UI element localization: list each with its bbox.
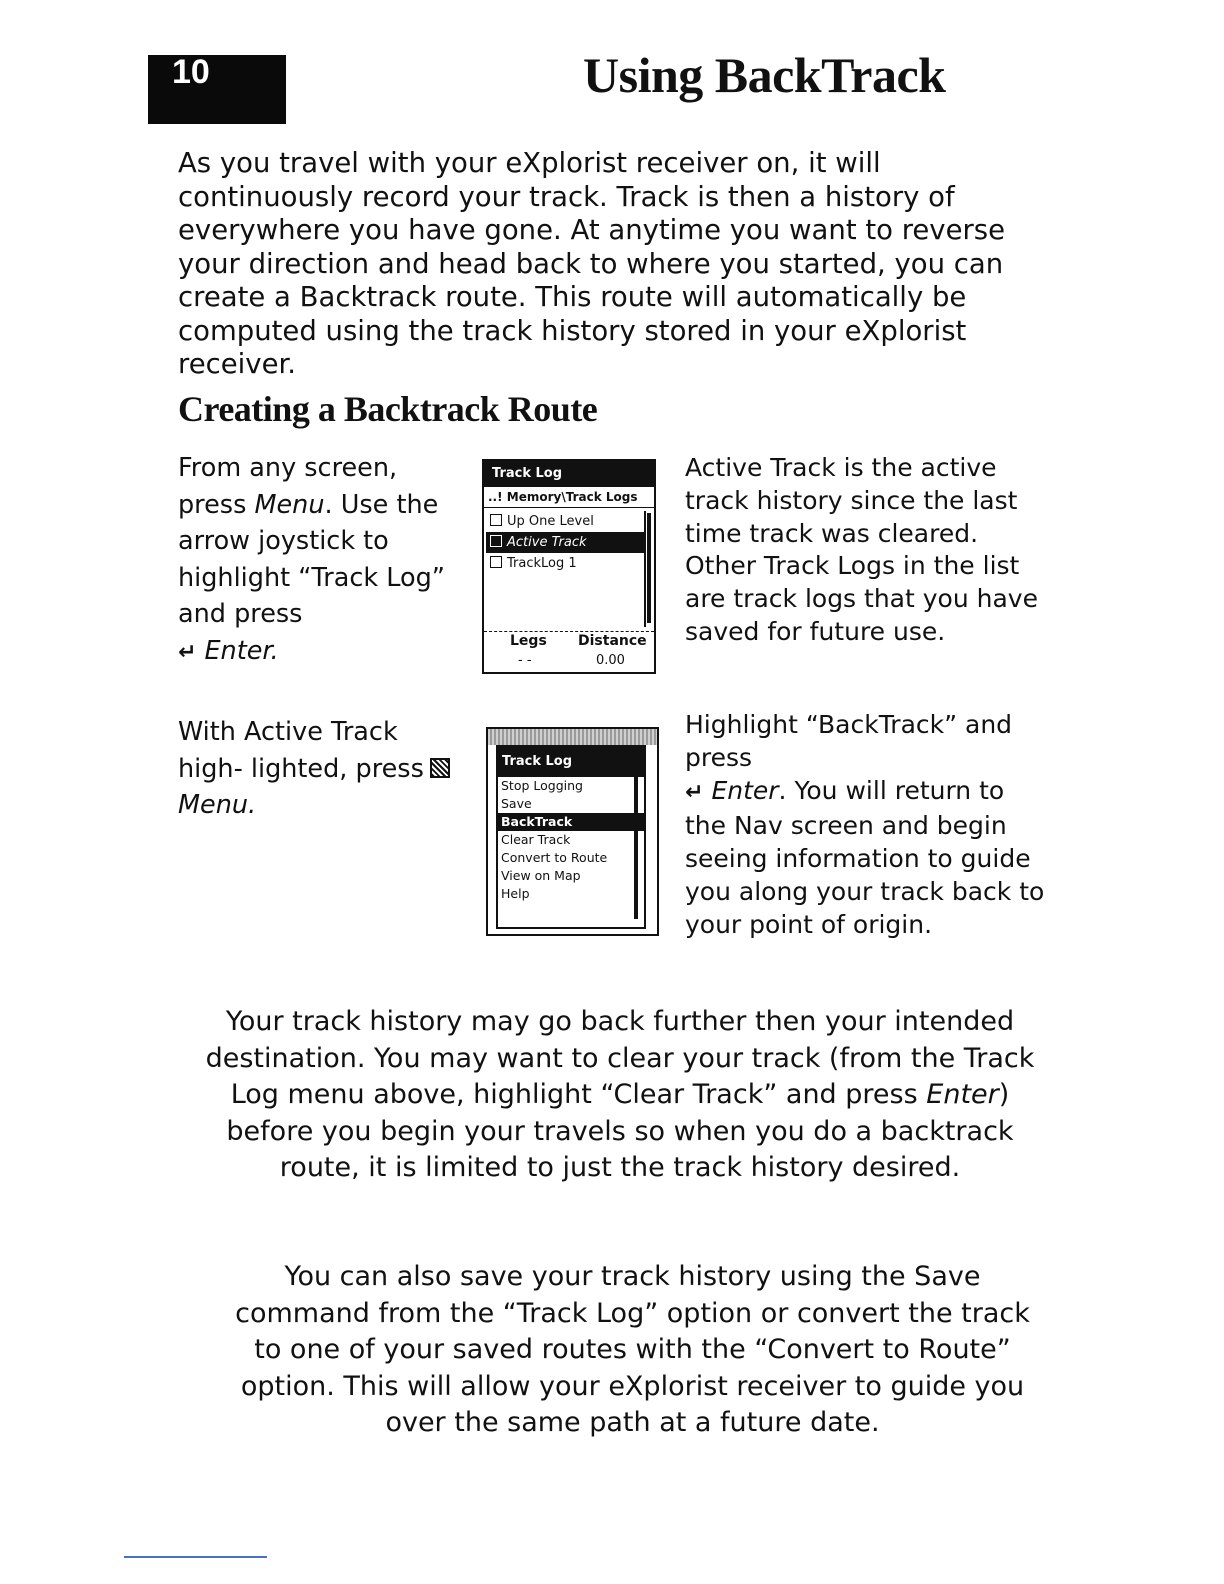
enter-word: Enter <box>711 776 779 805</box>
track-log-menu-screen <box>486 727 659 936</box>
tip-save-track: You can also save your track history using the Save command from the “Track Log” option or convert the track to one of your saved routes with the “Convert to Route” option. This will allow your eXplorist receiver to guide you over the same path at a future date. <box>235 1261 1030 1438</box>
list-item-up-one-level[interactable]: Up One Level <box>486 511 644 532</box>
distance-value: 0.00 <box>596 653 625 668</box>
page-number: 10 <box>172 53 210 91</box>
menu-word: Menu <box>178 790 249 820</box>
file-icon <box>490 535 502 547</box>
list-item-active-track[interactable]: Active Track <box>486 532 644 553</box>
tip-clear-track: Your track history may go back further then your intended destination. You may want to clear your track (from the Track Log menu above, highlight “Clear Track” and press Enter) before you begin your travels so when you do a backtrack route, it is limited to just the track history desired. <box>205 1006 1035 1183</box>
legs-label: Legs <box>510 633 547 649</box>
screen-title: Track Log <box>484 461 654 487</box>
enter-word: Enter <box>926 1079 999 1110</box>
enter-key-icon: ↵ <box>685 780 704 805</box>
legs-value: - - <box>518 653 532 668</box>
menu-item-view-on-map[interactable]: View on Map <box>501 868 581 883</box>
menu-word: Menu <box>254 489 325 520</box>
track-log-menu <box>496 745 646 929</box>
enter-word: Enter <box>204 635 271 666</box>
section-heading: Creating a Backtrack Route <box>178 389 598 429</box>
footer-rule <box>124 1556 267 1558</box>
folder-up-icon <box>490 514 502 526</box>
distance-label: Distance <box>578 633 647 649</box>
scrollbar[interactable] <box>634 769 638 919</box>
page-title: Using BackTrack <box>583 47 946 103</box>
screen-path: ..! Memory\Track Logs <box>484 487 654 508</box>
menu-item-clear-track[interactable]: Clear Track <box>501 832 571 847</box>
step1-note: Active Track is the active track history since the last time track was cleared. Other Track Logs in the list are track logs that you have saved for future use. <box>685 453 1038 646</box>
track-log-list <box>486 511 646 627</box>
enter-key-icon: ↵ <box>178 639 197 665</box>
intro-paragraph: As you travel with your eXplorist receiver on, it will continuously record your track. Track is then a history of everywhere you have gone. At anytime you want to reverse your direction and head back to where you started, you can create a Backtrack route. This route will automatically be computed using the track history stored in your eXplorist receiver. <box>178 147 1006 380</box>
menu-item-stop-logging[interactable]: Stop Logging <box>501 778 583 793</box>
menu-item-save[interactable]: Save <box>501 796 532 811</box>
track-log-screen <box>482 459 656 674</box>
step2-note: Highlight “BackTrack” and press ↵ Enter. You will return to the Nav screen and begin seeing information to guide you along your track back to your point of origin. <box>685 710 1045 939</box>
menu-item-convert-to-route[interactable]: Convert to Route <box>501 850 608 865</box>
menu-key-icon <box>430 758 450 778</box>
menu-title: Track Log <box>498 747 644 777</box>
scrollbar[interactable] <box>647 513 651 623</box>
step2-instructions: With Active Track high- lighted, press Menu. <box>178 714 468 824</box>
menu-item-help[interactable]: Help <box>501 886 530 901</box>
track-stats <box>484 631 654 672</box>
file-icon <box>490 556 502 568</box>
page-number-tab <box>148 55 286 124</box>
list-item-tracklog-1[interactable]: TrackLog 1 <box>486 553 644 574</box>
step1-instructions: From any screen, press Menu. Use the arrow joystick to highlight “Track Log” and press ↵ Enter. <box>178 453 446 666</box>
menu-item-backtrack[interactable]: BackTrack <box>498 813 644 831</box>
screen-background <box>488 729 657 745</box>
